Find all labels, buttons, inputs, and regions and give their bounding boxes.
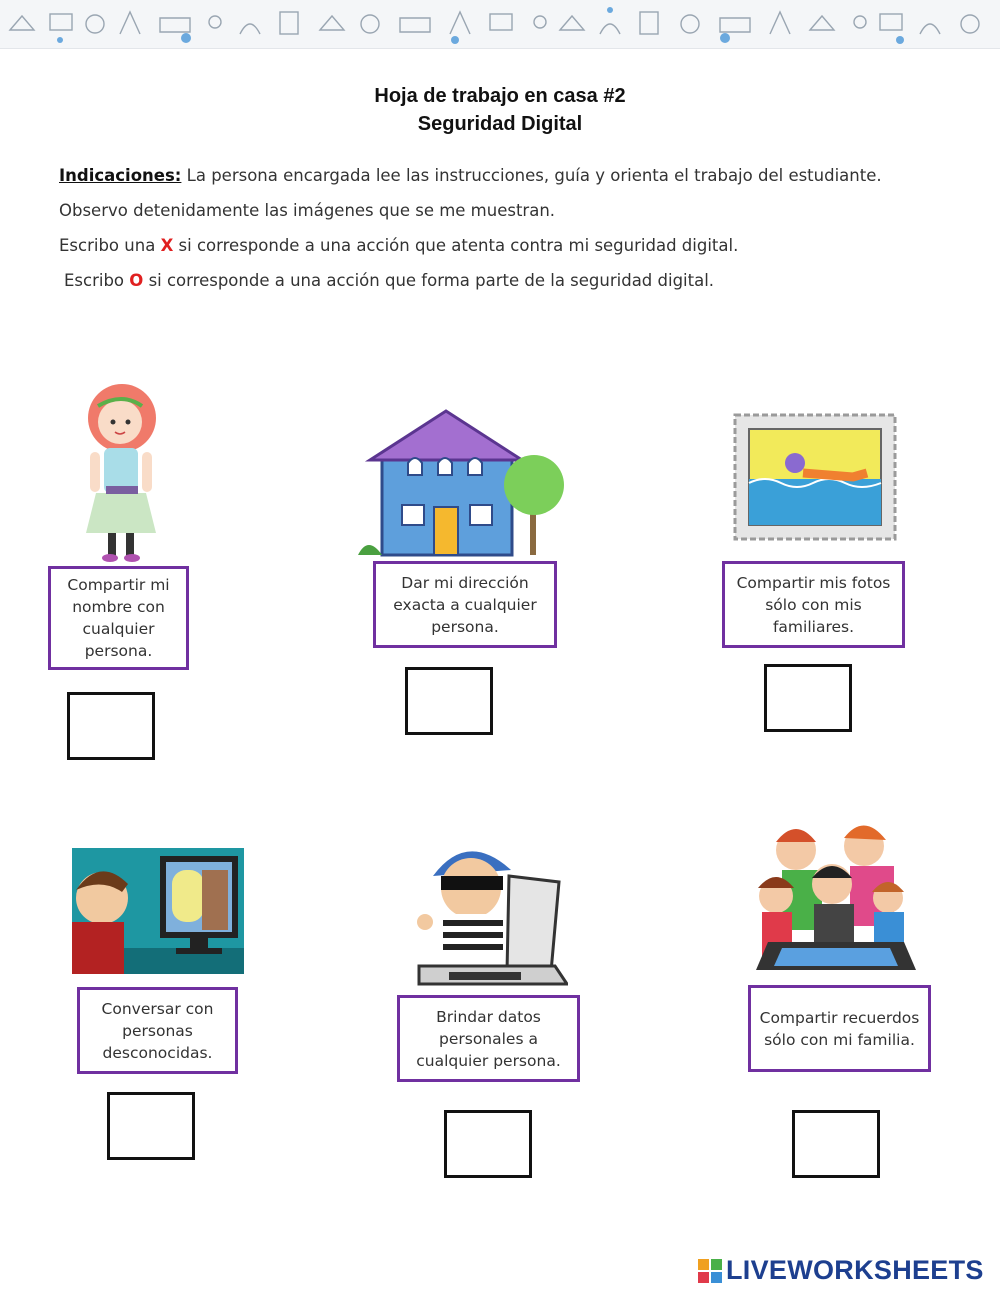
instructions-text-1: La persona encargada lee las instrucciones, guía y orienta el trabajo del estudiante. [186, 166, 882, 185]
answer-box-3[interactable] [764, 664, 852, 732]
stamp-photo-illustration [733, 413, 898, 541]
answer-box-1[interactable] [67, 692, 155, 760]
item-card-6 [748, 985, 931, 1072]
instructions-text-3b: si corresponde a una acción que atenta contra mi seguridad digital. [178, 236, 739, 255]
worksheet-subtitle: Seguridad Digital [417, 113, 583, 135]
liveworksheets-logo [698, 1255, 984, 1286]
item-text-4: Conversar con personas desconocidas. [101, 999, 214, 1062]
computer-chat-illustration [72, 848, 244, 974]
instructions-text-2: Observo detenidamente las imágenes que se me muestran. [59, 201, 556, 220]
item-card-1 [48, 566, 189, 670]
brand-text: LIVEWORKSHEETS [726, 1255, 984, 1285]
item-text-1: Compartir mi nombre con cualquier persona. [67, 576, 170, 660]
item-text-2: Dar mi dirección exacta a cualquier persona. [393, 573, 537, 636]
family-tablet-illustration [752, 818, 928, 978]
instructions-text-4b: si corresponde a una acción que forma parte de la seguridad digital. [148, 271, 715, 290]
item-text-5: Brindar datos personales a cualquier persona. [416, 1007, 561, 1070]
item-card-3 [722, 561, 905, 648]
house-illustration [358, 405, 578, 557]
doodle-pattern [0, 0, 1000, 48]
item-card-5 [397, 995, 580, 1082]
instructions-label: Indicaciones: [59, 166, 182, 185]
x-mark: X [160, 236, 174, 255]
item-card-2 [373, 561, 557, 648]
answer-box-6[interactable] [792, 1110, 880, 1178]
doodle-banner [0, 0, 1000, 49]
instructions-line-2 [59, 201, 555, 220]
instructions-text-3a: Escribo una [59, 236, 156, 255]
instructions-line-4 [64, 271, 714, 290]
o-mark: O [129, 271, 144, 290]
live-blocks-icon [698, 1259, 722, 1283]
item-text-6: Compartir recuerdos sólo con mi familia. [759, 1008, 920, 1049]
thief-laptop-illustration [413, 826, 568, 986]
girl-illustration [70, 378, 170, 563]
instructions-text-4a: Escribo [64, 271, 125, 290]
worksheet-title: Hoja de trabajo en casa #2 [374, 85, 626, 107]
answer-box-4[interactable] [107, 1092, 195, 1160]
worksheet-heading [0, 82, 1000, 138]
item-card-4 [77, 987, 238, 1074]
item-text-3: Compartir mis fotos sólo con mis familiares. [736, 573, 891, 636]
answer-box-5[interactable] [444, 1110, 532, 1178]
answer-box-2[interactable] [405, 667, 493, 735]
instructions-line-1 [59, 166, 882, 185]
instructions-line-3 [59, 236, 738, 255]
